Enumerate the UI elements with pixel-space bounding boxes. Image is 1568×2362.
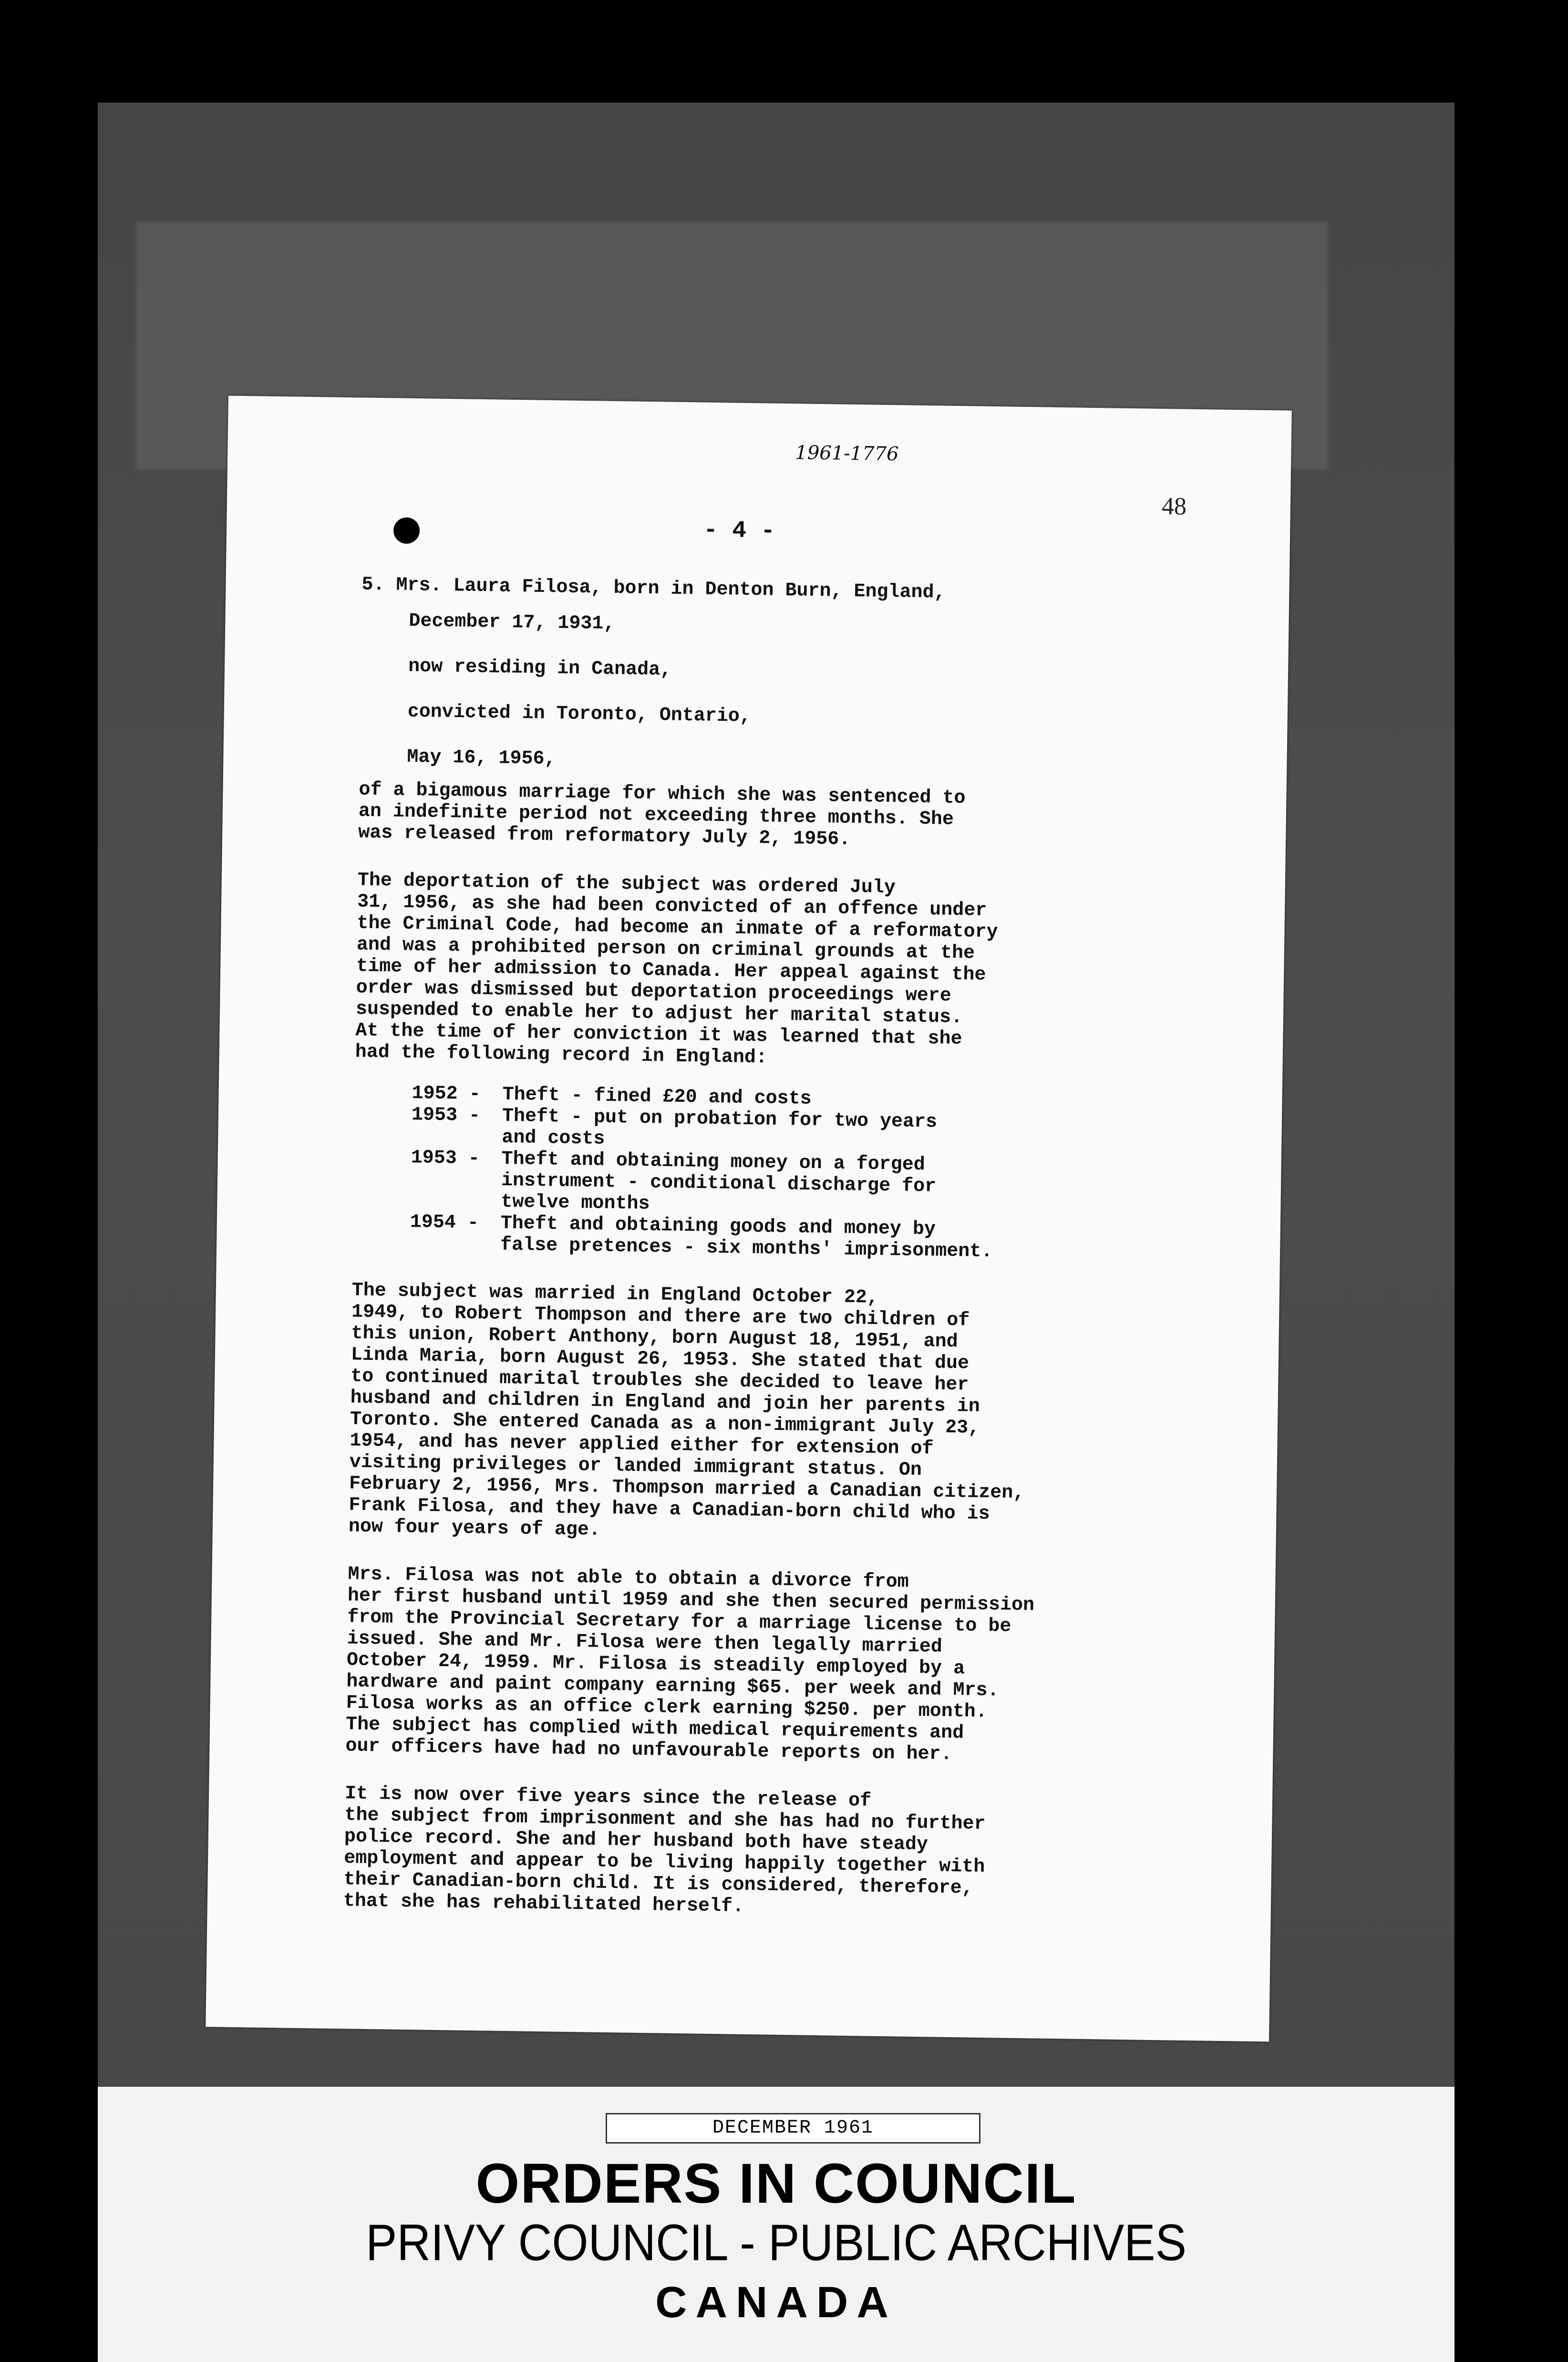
criminal-record-list <box>410 1083 1275 1266</box>
paragraph-sentence <box>358 779 1279 857</box>
record-item <box>410 1147 1274 1223</box>
stamp-number: 48 <box>1161 492 1187 520</box>
paragraph-sentence-text: of a bigamous marriage for which she was sentenced to an indefinite period not exceeding three months. She was released from reformatory July 2, 1956. <box>358 779 966 850</box>
record-text: Theft and obtaining goods and money by false pretences - six months' imprisonment. <box>500 1212 993 1263</box>
record-year: 1953 - <box>411 1104 481 1127</box>
heading-birthdate: December 17, 1931, <box>409 610 615 635</box>
record-text: Theft and obtaining money on a forged instrument - conditional discharge for twelve months <box>501 1148 937 1215</box>
paragraph-divorce <box>345 1564 1268 1770</box>
paragraph-deportation <box>355 870 1278 1076</box>
record-text: Theft - fined £20 and costs <box>502 1084 812 1110</box>
paragraph-conclusion-text: It is now over five years since the release of the subject from imprisonment and she has had no further police record. She and her husband both have steady employment and appear to be living happily together with their Canadian-born child. It is considered, therefore, that she has rehabilitated herself. <box>343 1783 986 1917</box>
heading-residence: now residing in Canada, <box>408 655 672 681</box>
footer-subtitle: PRIVY COUNCIL - PUBLIC ARCHIVES <box>366 2213 1186 2271</box>
paragraph-marriage <box>349 1280 1272 1550</box>
heading-conviction-date: May 16, 1956, <box>407 746 556 770</box>
record-year: 1953 - <box>411 1147 480 1170</box>
footer-title: ORDERS IN COUNCIL <box>475 2152 1077 2215</box>
page-number: - 4 - <box>703 517 775 545</box>
paragraph-conclusion <box>343 1783 1266 1925</box>
file-number: 1961-1776 <box>795 442 899 466</box>
record-year: 1954 - <box>410 1212 479 1234</box>
typed-page <box>206 396 1292 2042</box>
paragraph-divorce-text: Mrs. Filosa was not able to obtain a divorce from her first husband until 1959 and she then secured permission from the Provincial Secretary for a marriage license to be issued. She and Mr. Filosa were then legally married October 24, 1959. Mr. Filosa is steadily employed by a hardware and paint company earning $65. per week and Mrs. Filosa works as an office clerk earning $250. per month. The subject has complied with medical requirements and our officers have had no unfavourable reports on her. <box>345 1564 1035 1766</box>
footer-country: CANADA <box>655 2278 897 2327</box>
record-text: Theft - put on probation for two years and costs <box>502 1105 938 1150</box>
heading-name: 5. Mrs. Laura Filosa, born in Denton Burn, England, <box>361 574 946 604</box>
archive-footer <box>98 2087 1455 2362</box>
paragraph-marriage-text: The subject was married in England October 22, 1949, to Robert Thompson and there are two children of this union, Robert Anthony, born August 18, 1951, and Linda Maria, born August 26, 1953. She stated that due to continued marital troubles she decided to leave her husband and children in England and join her parents in Toronto. She entered Canada as a non-immigrant July 23, 1954, and has never applied either for extension of visiting privileges or landed immigrant status. On February 2, 1956, Mrs. Thompson married a Canadian citizen, Frank Filosa, and they have a Canadian-born child who is now four years of age. <box>348 1280 1025 1541</box>
punch-hole <box>393 517 420 544</box>
heading-conviction-place: convicted in Toronto, Ontario, <box>407 701 752 727</box>
paragraph-deportation-text: The deportation of the subject was ordered July 31, 1956, as she had been convicted of an offence under the Criminal Code, had become an inmate of a reformatory and was a prohibited person on criminal grounds at the time of her admission to Canada. Her appeal against the order was dismissed but deportation proceedings were suspended to enable her to adjust her marital status. At the time of her conviction it was learned that she had the following record in England: <box>355 870 998 1069</box>
record-year: 1952 - <box>412 1083 481 1106</box>
date-label: DECEMBER 1961 <box>606 2113 980 2144</box>
document-body <box>343 574 1282 1925</box>
